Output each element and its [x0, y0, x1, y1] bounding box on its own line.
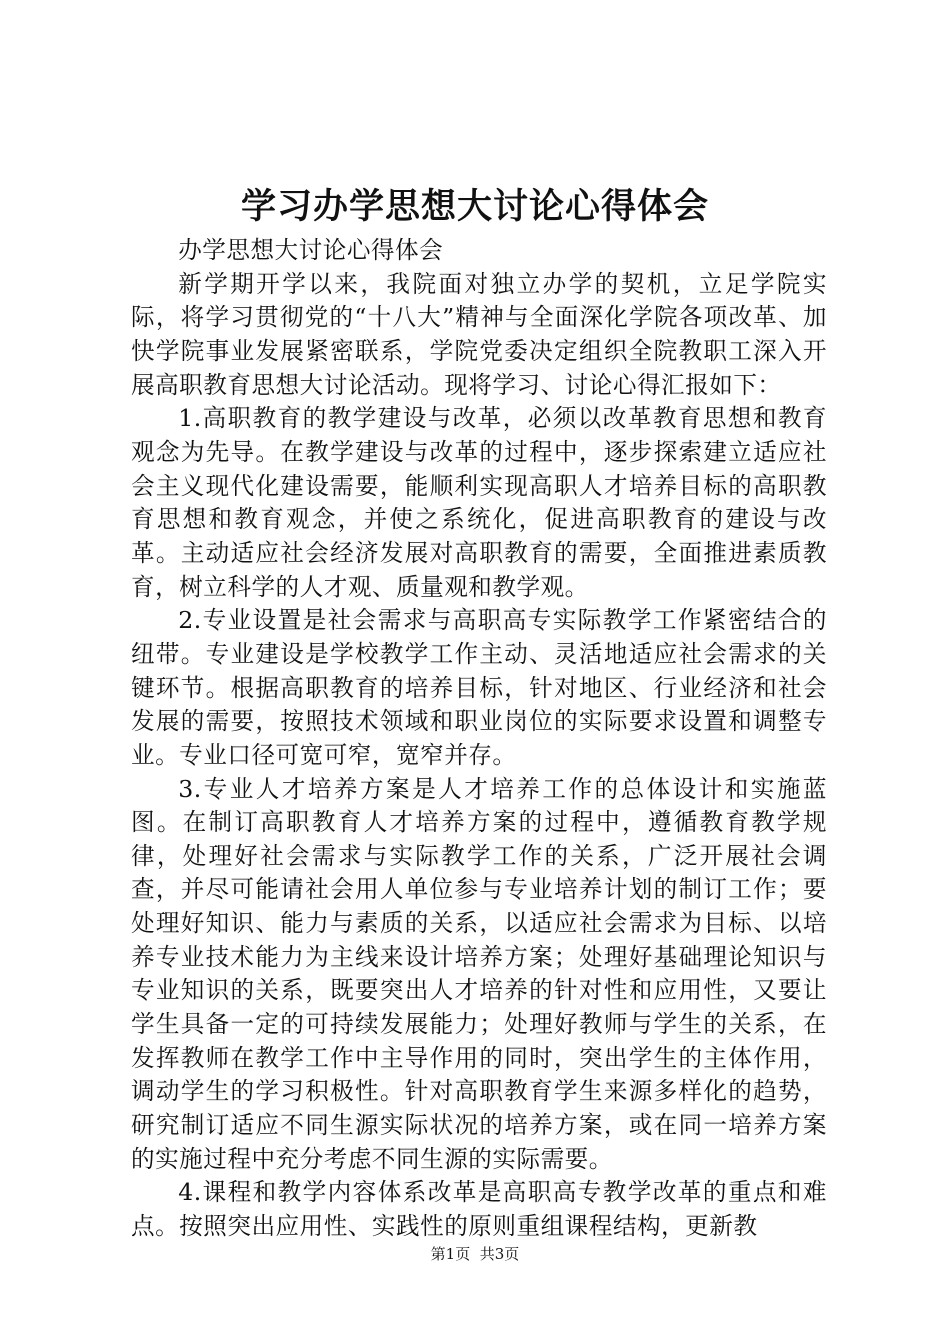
page-footer — [0, 1244, 950, 1264]
paragraph-point-3: 3.专业人才培养方案是人才培养工作的总体设计和实施蓝图。在制订高职教育人才培养方案的过程中，遵循教育教学规律，处理好社会需求与实际教学工作的关系，广泛开展社会调查，并尽可能请社会用人单位参与专业培养计划的制订工作；要处理好知识、能力与素质的关系，以适应社会需求为目标、以培养专业技术能力为主线来设计培养方案；处理好基础理论知识与专业知识的关系，既要突出人才培养的针对性和应用性，又要让学生具备一定的可持续发展能力；处理好教师与学生的关系，在发挥教师在教学工作中主导作用的同时，突出学生的主体作用，调动学生的学习积极性。针对高职教育学生来源多样化的趋势，研究制订适应不同生源实际状况的培养方案，或在同一培养方案的实施过程中充分考虑不同生源的实际需要。 — [131, 774, 827, 1173]
document-body — [131, 234, 827, 1244]
page-number-current: 第1页 — [430, 1245, 471, 1263]
paragraph-point-4: 4.课程和教学内容体系改革是高职高专教学改革的重点和难点。按照突出应用性、实践性的原则重组课程结构，更新教 — [131, 1178, 827, 1241]
paragraph-point-1: 1.高职教育的教学建设与改革，必须以改革教育思想和教育观念为先导。在教学建设与改革的过程中，逐步探索建立适应社会主义现代化建设需要，能顺利实现高职人才培养目标的高职教育思想和教育观念，并使之系统化，促进高职教育的建设与改革。主动适应社会经济发展对高职教育的需要，全面推进素质教育，树立科学的人才观、质量观和教学观。 — [131, 404, 827, 601]
paragraph-subtitle: 办学思想大讨论心得体会 — [178, 236, 444, 264]
paragraph-intro: 新学期开学以来，我院面对独立办学的契机，立足学院实际，将学习贯彻党的“十八大”精神与全面深化学院各项改革、加快学院事业发展紧密联系，学院党委决定组织全院教职工深入开展高职教育思想大讨论活动。现将学习、讨论心得汇报如下： — [131, 269, 827, 399]
document-title: 学习办学思想大讨论心得体会 — [240, 187, 709, 227]
paragraph-point-2: 2.专业设置是社会需求与高职高专实际教学工作紧密结合的纽带。专业建设是学校教学工作主动、灵活地适应社会需求的关键环节。根据高职教育的培养目标，针对地区、行业经济和社会发展的需要，按照技术领域和职业岗位的实际要求设置和调整专业。专业口径可宽可窄，宽窄并存。 — [131, 606, 827, 769]
page-number-total: 共3页 — [479, 1245, 520, 1263]
